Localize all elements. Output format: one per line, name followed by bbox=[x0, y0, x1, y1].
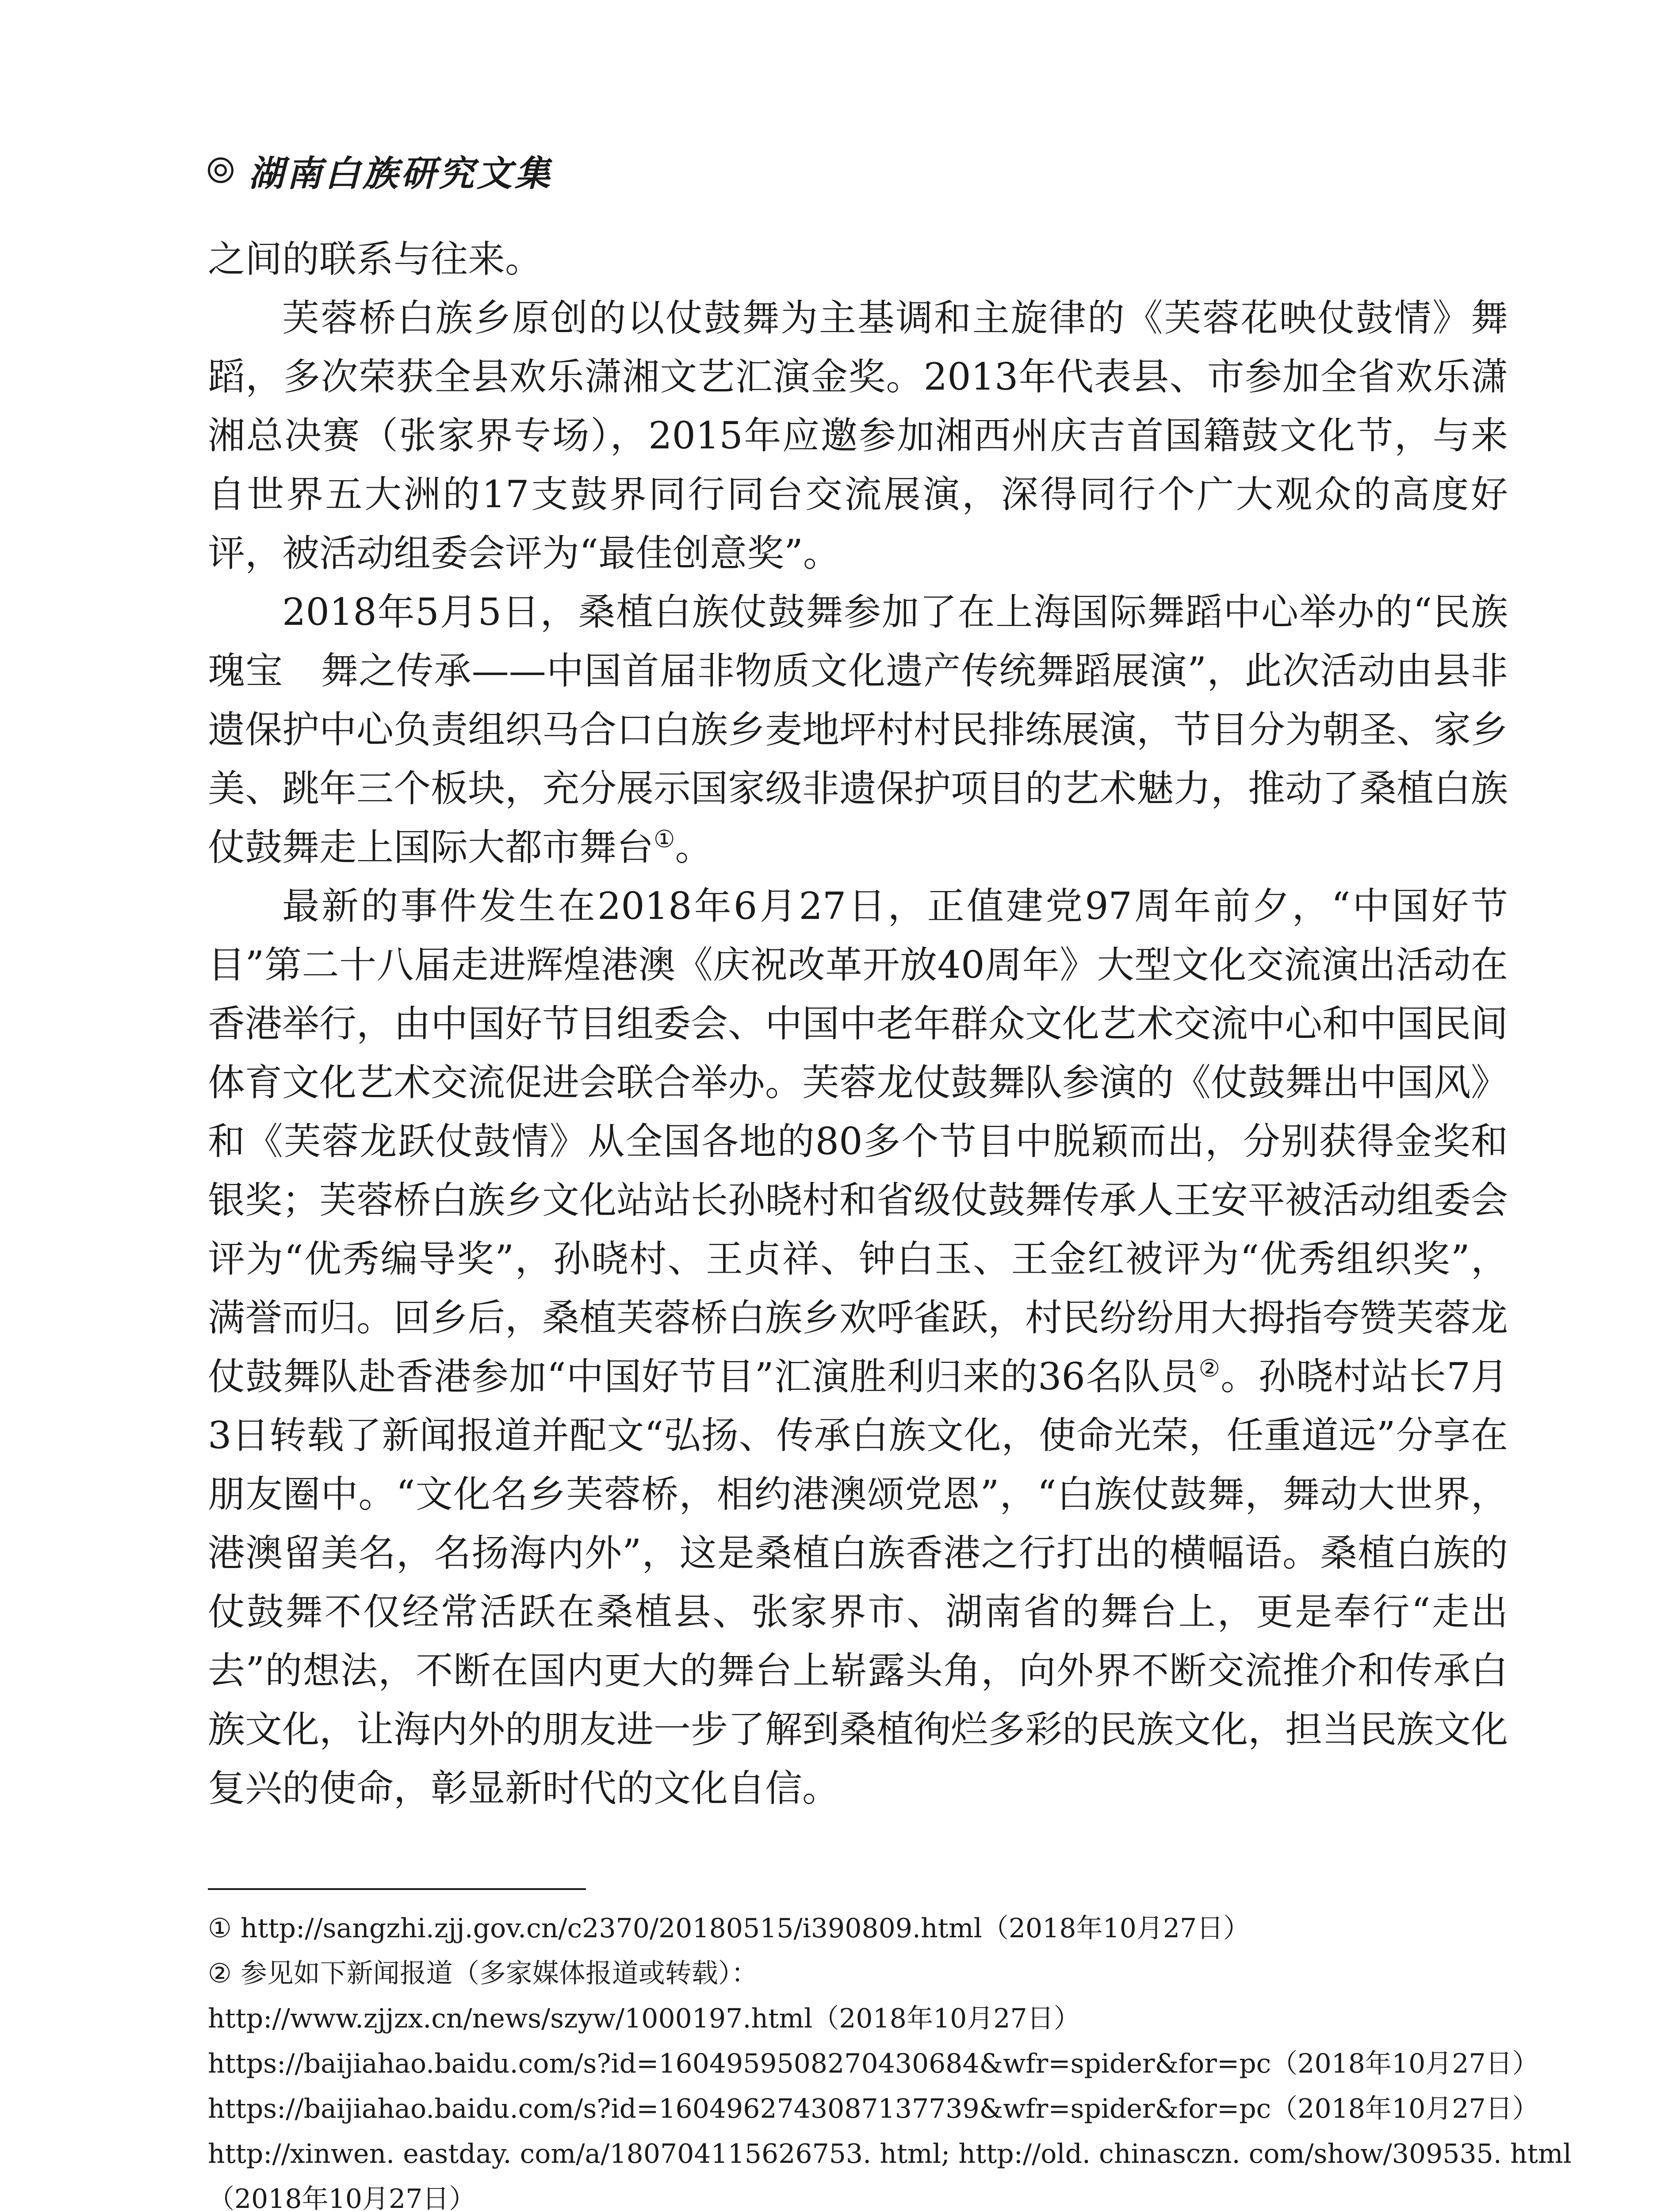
footnote-text: 参见如下新闻报道（多家媒体报道或转载）： bbox=[240, 1958, 758, 1989]
footnote-link bbox=[208, 2177, 1508, 2211]
paragraph-text: 之间的联系与往来。 bbox=[208, 237, 543, 281]
footnote-item bbox=[208, 1951, 1508, 1996]
footnote-ref-1[interactable]: ① bbox=[654, 825, 675, 853]
footnote-link bbox=[208, 1996, 1508, 2041]
main-text bbox=[208, 230, 1508, 1818]
running-header bbox=[208, 146, 553, 195]
paragraph-text: 芙蓉桥白族乡原创的以仗鼓舞为主基调和主旋律的《芙蓉花映仗鼓情》舞蹈，多次荣获全县欢乐潇湘文艺汇演金奖。2013年代表县、市参加全省欢乐潇湘总决赛（张家界专场），2015年应邀参加湘西州庆吉首国籍鼓文化节，与来自世界五大洲的17支鼓界同行同台交流展演，深得同行个广大观众的高度好评，被活动组委会评为“最佳创意奖”。 bbox=[208, 296, 1508, 575]
footnote-text: （2018年10月27日） bbox=[208, 2184, 476, 2211]
paragraph bbox=[208, 289, 1508, 583]
paragraph-tail: 。孙晓村站长7月3日转载了新闻报道并配文“弘扬、传承白族文化，使命光荣，任重道远”分享在朋友圈中。“文化名乡芙蓉桥，相约港澳颂党恩”，“白族仗鼓舞，舞动大世界，港澳留美名，名扬海内外”，这是桑植白族香港之行打出的横幅语。桑植白族的仗鼓舞不仅经常活跃在桑植县、张家界市、湖南省的舞台上，更是奉行“走出去”的想法，不断在国内更大的舞台上崭露头角，向外界不断交流推介和传承白族文化，让海内外的朋友进一步了解到桑植徇烂多彩的民族文化，担当民族文化复兴的使命，彰显新时代的文化自信。 bbox=[208, 1355, 1508, 1810]
footnote-link bbox=[208, 2041, 1539, 2086]
footnote-text: http://xinwen. eastday. com/a/180704115626753. html; http://old. chinasczn. com/show/309535. html bbox=[208, 2138, 1572, 2169]
paragraph-tail: 。 bbox=[675, 826, 712, 869]
footnote-number: ① bbox=[208, 1913, 232, 1944]
footnote-text: http://sangzhi.zjj.gov.cn/c2370/20180515/i390809.html（2018年10月27日） bbox=[240, 1913, 1250, 1944]
footnote-number: ② bbox=[208, 1958, 232, 1989]
footnote-link bbox=[208, 2131, 1572, 2177]
footnotes bbox=[208, 1906, 1572, 2211]
paragraph-text: 2018年5月5日，桑植白族仗鼓舞参加了在上海国际舞蹈中心举办的“民族瑰宝 舞之传承——中国首届非物质文化遗产传统舞蹈展演”，此次活动由县非遗保护中心负责组织马合口白族乡麦地坪村村民排练展演，节目分为朝圣、家乡美、跳年三个板块，充分展示国家级非遗保护项目的艺术魅力，推动了桑植白族仗鼓舞走上国际大都市舞台 bbox=[208, 590, 1508, 869]
footnote-text: http://www.zjjzx.cn/news/szyw/1000197.html（2018年10月27日） bbox=[208, 2003, 1080, 2034]
paragraph-continuation bbox=[208, 230, 1508, 289]
paragraph bbox=[208, 583, 1508, 877]
footnote-ref-2[interactable]: ② bbox=[1198, 1354, 1221, 1382]
paragraph-text: 最新的事件发生在2018年6月27日，正值建党97周年前夕，“中国好节目”第二十八届走进辉煌港澳《庆祝改革开放40周年》大型文化交流演出活动在香港举行，由中国好节目组委会、中国中老年群众文化艺术交流中心和中国民间体育文化艺术交流促进会联合举办。芙蓉龙仗鼓舞队参演的《仗鼓舞出中国风》和《芙蓉龙跃仗鼓情》从全国各地的80多个节目中脱颖而出，分别获得金奖和银奖；芙蓉桥白族乡文化站站长孙晓村和省级仗鼓舞传承人王安平被活动组委会评为“优秀编导奖”，孙晓村、王贞祥、钟白玉、王金红被评为“优秀组织奖”，满誉而归。回乡后，桑植芙蓉桥白族乡欢呼雀跃，村民纷纷用大拇指夸赞芙蓉龙仗鼓舞队赴香港参加“中国好节目”汇演胜利归来的36名队员 bbox=[208, 884, 1508, 1398]
paragraph bbox=[208, 877, 1508, 1818]
double-circle-icon bbox=[208, 157, 233, 183]
footnote-text: https://baijiahao.baidu.com/s?id=1604962743087137739&wfr=spider&for=pc（2018年10月27日） bbox=[208, 2093, 1539, 2124]
book-title: 湖南白族研究文集 bbox=[249, 153, 553, 194]
footnote-text: https://baijiahao.baidu.com/s?id=1604959508270430684&wfr=spider&for=pc（2018年10月27日） bbox=[208, 2048, 1539, 2079]
footnote-link bbox=[208, 2086, 1539, 2131]
footnote-item bbox=[208, 1906, 1508, 1951]
footnote-divider bbox=[208, 1888, 586, 1890]
